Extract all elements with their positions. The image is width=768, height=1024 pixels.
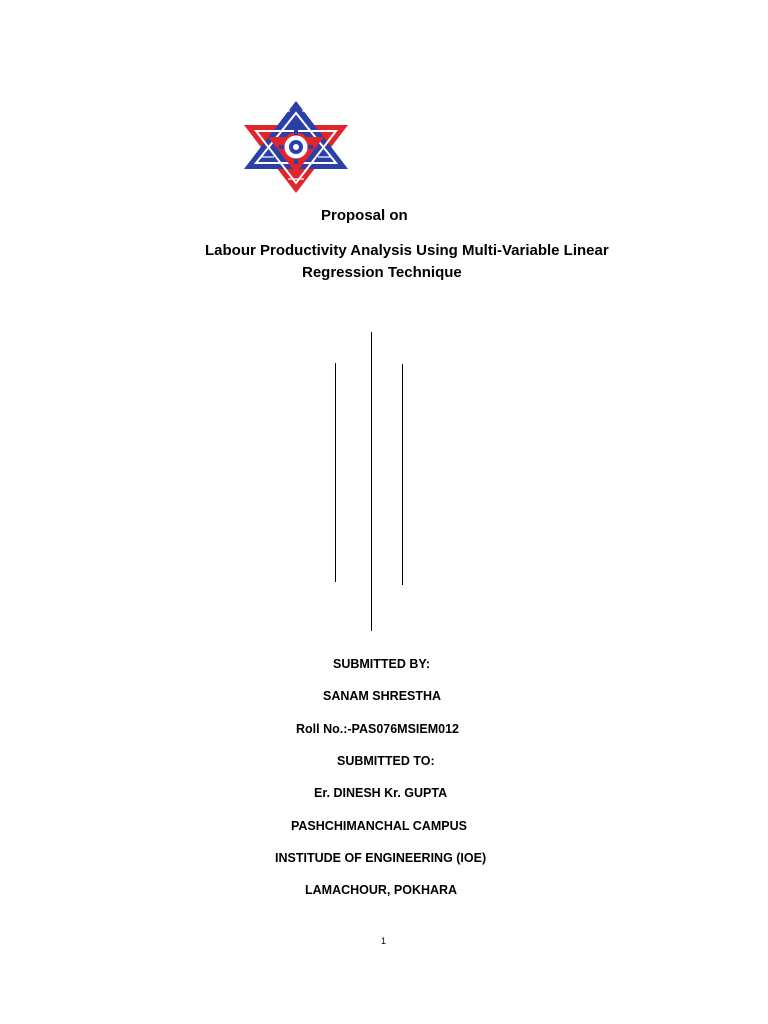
submitted-to-label: SUBMITTED TO: — [337, 754, 435, 768]
decorative-vertical-line-left — [335, 363, 336, 582]
page-number: 1 — [381, 936, 387, 946]
university-emblem-icon — [240, 99, 352, 195]
institute-name: INSTITUDE OF ENGINEERING (IOE) — [275, 851, 487, 865]
campus-name: PASHCHIMANCHAL CAMPUS — [291, 819, 467, 833]
student-name: SANAM SHRESTHA — [323, 689, 442, 703]
roll-number: Roll No.:-PAS076MSIEM012 — [296, 722, 460, 736]
proposal-heading: Proposal on — [321, 207, 408, 224]
location: LAMACHOUR, POKHARA — [305, 883, 458, 897]
decorative-vertical-line-right — [402, 364, 403, 585]
supervisor-name: Er. DINESH Kr. GUPTA — [314, 786, 448, 800]
decorative-vertical-line-middle — [371, 332, 372, 631]
title-line-1: Labour Productivity Analysis Using Multi-Variable Linear — [205, 242, 609, 259]
submitted-by-label: SUBMITTED BY: — [333, 657, 430, 671]
title-line-2: Regression Technique — [302, 264, 462, 281]
